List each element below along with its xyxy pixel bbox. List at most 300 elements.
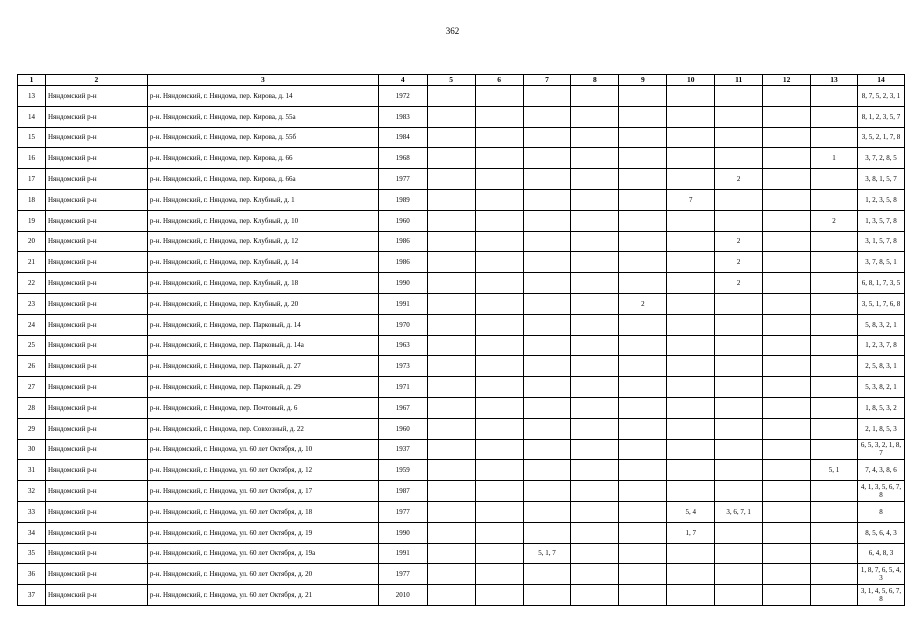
col13-cell xyxy=(811,169,858,190)
district-cell: Няндомский р-н xyxy=(45,86,147,107)
year-cell: 1960 xyxy=(378,418,427,439)
col9-cell xyxy=(619,273,667,294)
col11-cell xyxy=(715,543,763,564)
district-cell: Няндомский р-н xyxy=(45,169,147,190)
column-header: 9 xyxy=(619,75,667,86)
address-cell: р-н. Няндомский, г. Няндома, пер. Парковый, д. 14а xyxy=(147,335,378,356)
col10-cell xyxy=(667,397,715,418)
col14-cell: 3, 1, 5, 7, 8 xyxy=(857,231,904,252)
col6-cell xyxy=(475,460,523,481)
col5-cell xyxy=(427,314,475,335)
col11-cell xyxy=(715,106,763,127)
col13-cell xyxy=(811,273,858,294)
col10-cell xyxy=(667,460,715,481)
col9-cell xyxy=(619,501,667,522)
col12-cell xyxy=(763,314,811,335)
col10-cell xyxy=(667,564,715,585)
col12-cell xyxy=(763,481,811,502)
col8-cell xyxy=(571,252,619,273)
year-cell: 1984 xyxy=(378,127,427,148)
col8-cell xyxy=(571,585,619,606)
row-number-cell: 26 xyxy=(18,356,46,377)
col5-cell xyxy=(427,397,475,418)
row-number-cell: 20 xyxy=(18,231,46,252)
year-cell: 1960 xyxy=(378,210,427,231)
year-cell: 1977 xyxy=(378,169,427,190)
col8-cell xyxy=(571,481,619,502)
row-number-cell: 32 xyxy=(18,481,46,502)
col10-cell xyxy=(667,293,715,314)
col9-cell: 2 xyxy=(619,293,667,314)
table-row xyxy=(18,231,905,252)
col12-cell xyxy=(763,210,811,231)
col12-cell xyxy=(763,585,811,606)
district-cell: Няндомский р-н xyxy=(45,148,147,169)
header-row xyxy=(18,75,905,86)
address-cell: р-н. Няндомский, г. Няндома, ул. 60 лет Октября, д. 18 xyxy=(147,501,378,522)
col8-cell xyxy=(571,377,619,398)
col11-cell xyxy=(715,293,763,314)
table-row xyxy=(18,273,905,294)
col12-cell xyxy=(763,501,811,522)
col10-cell xyxy=(667,356,715,377)
col11-cell xyxy=(715,397,763,418)
district-cell: Няндомский р-н xyxy=(45,210,147,231)
col9-cell xyxy=(619,86,667,107)
col6-cell xyxy=(475,356,523,377)
col13-cell xyxy=(811,397,858,418)
row-number-cell: 28 xyxy=(18,397,46,418)
col6-cell xyxy=(475,543,523,564)
col14-cell: 3, 7, 8, 5, 1 xyxy=(857,252,904,273)
table-row xyxy=(18,335,905,356)
col6-cell xyxy=(475,585,523,606)
col7-cell xyxy=(523,564,571,585)
address-cell: р-н. Няндомский, г. Няндома, ул. 60 лет Октября, д. 10 xyxy=(147,439,378,460)
col10-cell xyxy=(667,148,715,169)
address-cell: р-н. Няндомский, г. Няндома, пер. Кирова, д. 66а xyxy=(147,169,378,190)
district-cell: Няндомский р-н xyxy=(45,377,147,398)
address-cell: р-н. Няндомский, г. Няндома, пер. Парковый, д. 27 xyxy=(147,356,378,377)
col11-cell xyxy=(715,86,763,107)
address-cell: р-н. Няндомский, г. Няндома, ул. 60 лет Октября, д. 20 xyxy=(147,564,378,585)
col11-cell xyxy=(715,585,763,606)
year-cell: 1971 xyxy=(378,377,427,398)
table-row xyxy=(18,189,905,210)
col12-cell xyxy=(763,460,811,481)
district-cell: Няндомский р-н xyxy=(45,231,147,252)
col10-cell xyxy=(667,169,715,190)
row-number-cell: 35 xyxy=(18,543,46,564)
col9-cell xyxy=(619,522,667,543)
row-number-cell: 27 xyxy=(18,377,46,398)
table-row xyxy=(18,543,905,564)
col14-cell: 7, 4, 3, 8, 6 xyxy=(857,460,904,481)
year-cell: 1937 xyxy=(378,439,427,460)
col13-cell xyxy=(811,293,858,314)
col11-cell xyxy=(715,418,763,439)
col6-cell xyxy=(475,148,523,169)
col8-cell xyxy=(571,564,619,585)
col10-cell xyxy=(667,231,715,252)
table-row xyxy=(18,585,905,606)
address-cell: р-н. Няндомский, г. Няндома, пер. Клубный, д. 14 xyxy=(147,252,378,273)
table-row xyxy=(18,522,905,543)
year-cell: 1977 xyxy=(378,501,427,522)
col13-cell xyxy=(811,543,858,564)
col5-cell xyxy=(427,148,475,169)
col13-cell xyxy=(811,106,858,127)
col5-cell xyxy=(427,543,475,564)
address-cell: р-н. Няндомский, г. Няндома, ул. 60 лет Октября, д. 17 xyxy=(147,481,378,502)
table-row xyxy=(18,418,905,439)
col11-cell: 2 xyxy=(715,169,763,190)
col6-cell xyxy=(475,169,523,190)
district-cell: Няндомский р-н xyxy=(45,564,147,585)
col6-cell xyxy=(475,86,523,107)
col9-cell xyxy=(619,335,667,356)
col5-cell xyxy=(427,86,475,107)
district-cell: Няндомский р-н xyxy=(45,543,147,564)
col7-cell xyxy=(523,356,571,377)
col6-cell xyxy=(475,252,523,273)
address-cell: р-н. Няндомский, г. Няндома, пер. Совхозный, д. 22 xyxy=(147,418,378,439)
col14-cell: 8, 7, 5, 2, 3, 1 xyxy=(857,86,904,107)
row-number-cell: 37 xyxy=(18,585,46,606)
col14-cell: 8, 5, 6, 4, 3 xyxy=(857,522,904,543)
col6-cell xyxy=(475,127,523,148)
col7-cell xyxy=(523,460,571,481)
col8-cell xyxy=(571,356,619,377)
col13-cell xyxy=(811,439,858,460)
col13-cell xyxy=(811,314,858,335)
district-cell: Няндомский р-н xyxy=(45,460,147,481)
col7-cell xyxy=(523,106,571,127)
table-body xyxy=(18,86,905,606)
year-cell: 1986 xyxy=(378,231,427,252)
col10-cell xyxy=(667,210,715,231)
year-cell: 1959 xyxy=(378,460,427,481)
col5-cell xyxy=(427,522,475,543)
col13-cell xyxy=(811,501,858,522)
table-row xyxy=(18,86,905,107)
row-number-cell: 30 xyxy=(18,439,46,460)
column-header: 4 xyxy=(378,75,427,86)
address-cell: р-н. Няндомский, г. Няндома, ул. 60 лет Октября, д. 21 xyxy=(147,585,378,606)
col8-cell xyxy=(571,86,619,107)
col12-cell xyxy=(763,397,811,418)
col14-cell: 1, 2, 3, 7, 8 xyxy=(857,335,904,356)
col5-cell xyxy=(427,106,475,127)
col9-cell xyxy=(619,210,667,231)
col7-cell: 5, 1, 7 xyxy=(523,543,571,564)
column-header: 1 xyxy=(18,75,46,86)
col13-cell xyxy=(811,356,858,377)
year-cell: 1970 xyxy=(378,314,427,335)
col14-cell: 3, 7, 2, 8, 5 xyxy=(857,148,904,169)
col6-cell xyxy=(475,293,523,314)
col6-cell xyxy=(475,418,523,439)
col7-cell xyxy=(523,397,571,418)
col6-cell xyxy=(475,335,523,356)
col6-cell xyxy=(475,564,523,585)
col12-cell xyxy=(763,189,811,210)
col13-cell xyxy=(811,481,858,502)
col11-cell xyxy=(715,460,763,481)
col13-cell xyxy=(811,252,858,273)
col7-cell xyxy=(523,169,571,190)
col5-cell xyxy=(427,231,475,252)
col5-cell xyxy=(427,127,475,148)
table-row xyxy=(18,439,905,460)
col11-cell: 3, 6, 7, 1 xyxy=(715,501,763,522)
col12-cell xyxy=(763,273,811,294)
col7-cell xyxy=(523,148,571,169)
col8-cell xyxy=(571,397,619,418)
col8-cell xyxy=(571,148,619,169)
col7-cell xyxy=(523,252,571,273)
col5-cell xyxy=(427,189,475,210)
col7-cell xyxy=(523,377,571,398)
col12-cell xyxy=(763,252,811,273)
col10-cell xyxy=(667,439,715,460)
district-cell: Няндомский р-н xyxy=(45,189,147,210)
col10-cell xyxy=(667,106,715,127)
col11-cell xyxy=(715,481,763,502)
address-cell: р-н. Няндомский, г. Няндома, пер. Кирова, д. 14 xyxy=(147,86,378,107)
table-row xyxy=(18,169,905,190)
col11-cell xyxy=(715,439,763,460)
col8-cell xyxy=(571,501,619,522)
col10-cell xyxy=(667,585,715,606)
address-cell: р-н. Няндомский, г. Няндома, пер. Клубный, д. 12 xyxy=(147,231,378,252)
col13-cell xyxy=(811,335,858,356)
col8-cell xyxy=(571,210,619,231)
col11-cell xyxy=(715,564,763,585)
table-row xyxy=(18,106,905,127)
col14-cell: 2, 5, 8, 3, 1 xyxy=(857,356,904,377)
col14-cell: 1, 8, 7, 6, 5, 4, 3 xyxy=(857,564,904,585)
district-cell: Няндомский р-н xyxy=(45,585,147,606)
col8-cell xyxy=(571,169,619,190)
col8-cell xyxy=(571,273,619,294)
col14-cell: 4, 1, 3, 5, 6, 7, 8 xyxy=(857,481,904,502)
col10-cell: 1, 7 xyxy=(667,522,715,543)
year-cell: 1973 xyxy=(378,356,427,377)
col9-cell xyxy=(619,314,667,335)
col7-cell xyxy=(523,585,571,606)
col12-cell xyxy=(763,377,811,398)
column-header: 13 xyxy=(811,75,858,86)
col14-cell: 8, 1, 2, 3, 5, 7 xyxy=(857,106,904,127)
col12-cell xyxy=(763,148,811,169)
col9-cell xyxy=(619,127,667,148)
col12-cell xyxy=(763,127,811,148)
col5-cell xyxy=(427,585,475,606)
column-header: 3 xyxy=(147,75,378,86)
col7-cell xyxy=(523,210,571,231)
col5-cell xyxy=(427,273,475,294)
year-cell: 1989 xyxy=(378,189,427,210)
year-cell: 2010 xyxy=(378,585,427,606)
col10-cell xyxy=(667,127,715,148)
page-number: 362 xyxy=(445,26,460,36)
district-cell: Няндомский р-н xyxy=(45,335,147,356)
col6-cell xyxy=(475,501,523,522)
address-cell: р-н. Няндомский, г. Няндома, ул. 60 лет Октября, д. 19а xyxy=(147,543,378,564)
address-cell: р-н. Няндомский, г. Няндома, пер. Кирова, д. 55б xyxy=(147,127,378,148)
col14-cell: 3, 8, 1, 5, 7 xyxy=(857,169,904,190)
col9-cell xyxy=(619,397,667,418)
district-cell: Няндомский р-н xyxy=(45,106,147,127)
col10-cell xyxy=(667,335,715,356)
year-cell: 1972 xyxy=(378,86,427,107)
row-number-cell: 17 xyxy=(18,169,46,190)
row-number-cell: 18 xyxy=(18,189,46,210)
district-cell: Няндомский р-н xyxy=(45,356,147,377)
table-row xyxy=(18,293,905,314)
col7-cell xyxy=(523,439,571,460)
col7-cell xyxy=(523,273,571,294)
col12-cell xyxy=(763,169,811,190)
col13-cell: 2 xyxy=(811,210,858,231)
year-cell: 1986 xyxy=(378,252,427,273)
col14-cell: 1, 3, 5, 7, 8 xyxy=(857,210,904,231)
address-cell: р-н. Няндомский, г. Няндома, пер. Кирова, д. 55а xyxy=(147,106,378,127)
address-cell: р-н. Няндомский, г. Няндома, пер. Кирова, д. 66 xyxy=(147,148,378,169)
row-number-cell: 25 xyxy=(18,335,46,356)
row-number-cell: 33 xyxy=(18,501,46,522)
address-cell: р-н. Няндомский, г. Няндома, пер. Клубный, д. 20 xyxy=(147,293,378,314)
col14-cell: 6, 4, 8, 3 xyxy=(857,543,904,564)
col14-cell: 3, 5, 1, 7, 6, 8 xyxy=(857,293,904,314)
col14-cell: 6, 5, 3, 2, 1, 8, 7 xyxy=(857,439,904,460)
col8-cell xyxy=(571,439,619,460)
table-row xyxy=(18,564,905,585)
address-cell: р-н. Няндомский, г. Няндома, пер. Почтовый, д. 6 xyxy=(147,397,378,418)
col12-cell xyxy=(763,543,811,564)
col11-cell xyxy=(715,210,763,231)
district-cell: Няндомский р-н xyxy=(45,127,147,148)
col14-cell: 1, 8, 5, 3, 2 xyxy=(857,397,904,418)
col6-cell xyxy=(475,189,523,210)
col8-cell xyxy=(571,106,619,127)
col9-cell xyxy=(619,439,667,460)
address-cell: р-н. Няндомский, г. Няндома, пер. Клубный, д. 1 xyxy=(147,189,378,210)
district-cell: Няндомский р-н xyxy=(45,439,147,460)
district-cell: Няндомский р-н xyxy=(45,522,147,543)
col11-cell: 2 xyxy=(715,273,763,294)
row-number-cell: 16 xyxy=(18,148,46,169)
year-cell: 1967 xyxy=(378,397,427,418)
col6-cell xyxy=(475,314,523,335)
col10-cell: 7 xyxy=(667,189,715,210)
col12-cell xyxy=(763,522,811,543)
address-cell: р-н. Няндомский, г. Няндома, ул. 60 лет Октября, д. 19 xyxy=(147,522,378,543)
col5-cell xyxy=(427,210,475,231)
col6-cell xyxy=(475,231,523,252)
col13-cell xyxy=(811,231,858,252)
col5-cell xyxy=(427,252,475,273)
col10-cell xyxy=(667,273,715,294)
col9-cell xyxy=(619,481,667,502)
col9-cell xyxy=(619,377,667,398)
table-row xyxy=(18,252,905,273)
col11-cell xyxy=(715,356,763,377)
col5-cell xyxy=(427,418,475,439)
col11-cell xyxy=(715,522,763,543)
col8-cell xyxy=(571,335,619,356)
col13-cell xyxy=(811,522,858,543)
col11-cell xyxy=(715,335,763,356)
table-row xyxy=(18,377,905,398)
year-cell: 1983 xyxy=(378,106,427,127)
address-cell: р-н. Няндомский, г. Няндома, пер. Парковый, д. 14 xyxy=(147,314,378,335)
year-cell: 1987 xyxy=(378,481,427,502)
column-header: 2 xyxy=(45,75,147,86)
col13-cell xyxy=(811,585,858,606)
col9-cell xyxy=(619,564,667,585)
column-header: 12 xyxy=(763,75,811,86)
col9-cell xyxy=(619,418,667,439)
col8-cell xyxy=(571,231,619,252)
col8-cell xyxy=(571,189,619,210)
table-row xyxy=(18,127,905,148)
col5-cell xyxy=(427,293,475,314)
col11-cell xyxy=(715,314,763,335)
column-header: 14 xyxy=(857,75,904,86)
row-number-cell: 22 xyxy=(18,273,46,294)
col6-cell xyxy=(475,273,523,294)
col10-cell xyxy=(667,86,715,107)
address-cell: р-н. Няндомский, г. Няндома, пер. Клубный, д. 10 xyxy=(147,210,378,231)
col7-cell xyxy=(523,127,571,148)
col8-cell xyxy=(571,543,619,564)
district-cell: Няндомский р-н xyxy=(45,397,147,418)
col13-cell xyxy=(811,127,858,148)
row-number-cell: 36 xyxy=(18,564,46,585)
col10-cell xyxy=(667,252,715,273)
col5-cell xyxy=(427,501,475,522)
row-number-cell: 13 xyxy=(18,86,46,107)
col5-cell xyxy=(427,169,475,190)
col9-cell xyxy=(619,231,667,252)
col14-cell: 3, 5, 2, 1, 7, 8 xyxy=(857,127,904,148)
col8-cell xyxy=(571,314,619,335)
col12-cell xyxy=(763,356,811,377)
col13-cell xyxy=(811,86,858,107)
col10-cell xyxy=(667,377,715,398)
column-header: 5 xyxy=(427,75,475,86)
col10-cell xyxy=(667,314,715,335)
col11-cell xyxy=(715,148,763,169)
col9-cell xyxy=(619,148,667,169)
col11-cell xyxy=(715,189,763,210)
table-row xyxy=(18,397,905,418)
col14-cell: 5, 3, 8, 2, 1 xyxy=(857,377,904,398)
col12-cell xyxy=(763,86,811,107)
row-number-cell: 19 xyxy=(18,210,46,231)
table-row xyxy=(18,481,905,502)
col12-cell xyxy=(763,231,811,252)
col14-cell: 1, 2, 3, 5, 8 xyxy=(857,189,904,210)
col9-cell xyxy=(619,169,667,190)
col10-cell xyxy=(667,481,715,502)
col10-cell xyxy=(667,418,715,439)
column-header: 6 xyxy=(475,75,523,86)
col8-cell xyxy=(571,522,619,543)
address-cell: р-н. Няндомский, г. Няндома, пер. Парковый, д. 29 xyxy=(147,377,378,398)
